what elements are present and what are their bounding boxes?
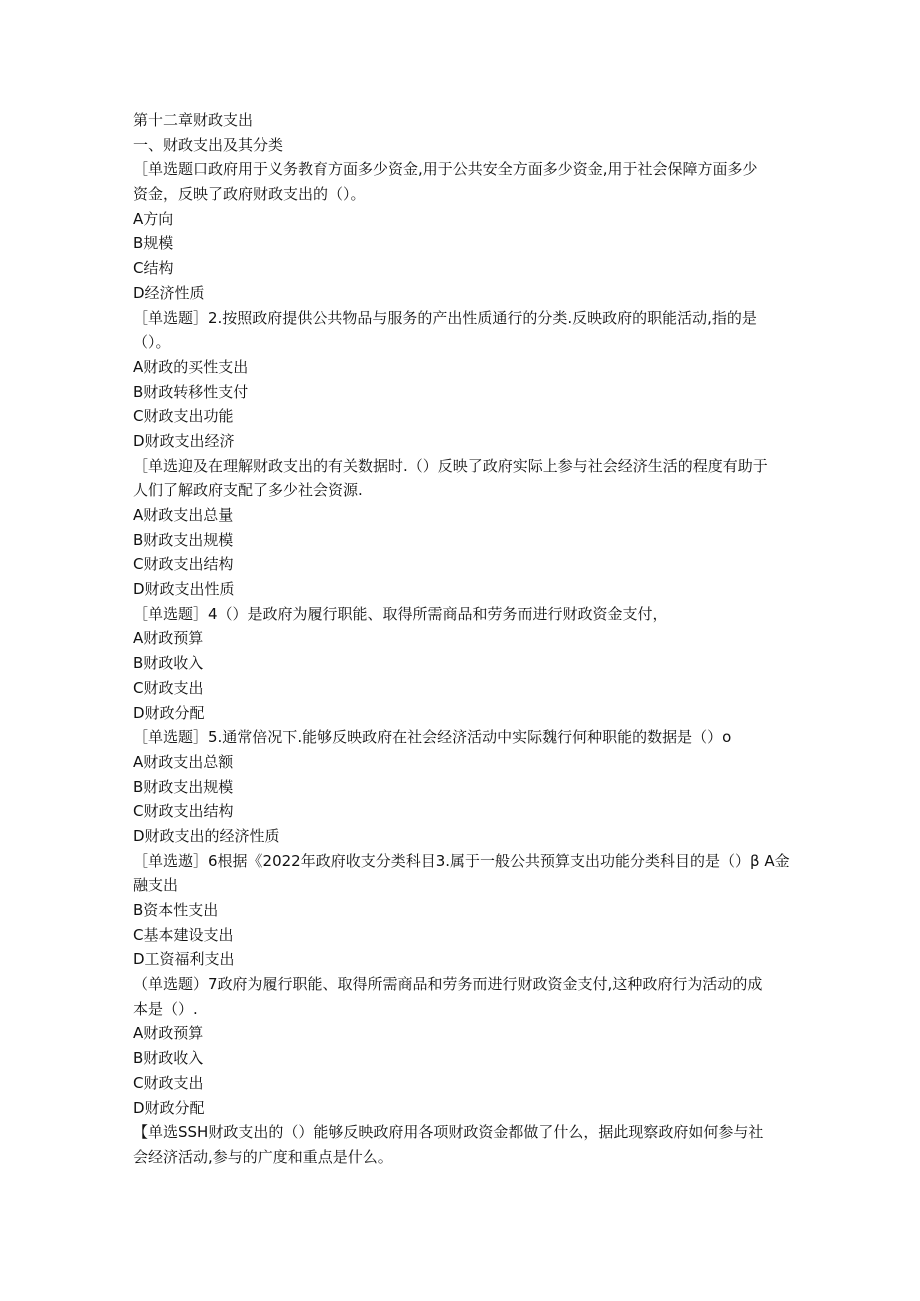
- question-4-option-b: B财政收入: [133, 654, 204, 673]
- question-4-option-d: D财政分配: [133, 703, 205, 722]
- question-8-text-cont: 会经济活动,参与的广度和重点是什么。: [133, 1147, 393, 1166]
- question-4-option-c: C财政支出: [133, 678, 204, 697]
- question-5-option-c: C财政支出结构: [133, 802, 234, 821]
- question-2-text-cont: （）。: [133, 333, 171, 352]
- question-5-option-a: A财政支出总额: [133, 752, 234, 771]
- question-3-option-b: B财政支出规模: [133, 530, 234, 549]
- chapter-title: 第十二章财政支出: [133, 111, 254, 129]
- question-4-text: ［单选题］4（）是政府为履行职能、取得所需商品和劳务而进行财政资金支付，: [133, 604, 668, 623]
- question-7-option-a: A财政预算: [133, 1024, 204, 1043]
- question-5-option-b: B财政支出规模: [133, 777, 234, 796]
- question-5-option-d: D财政支出的经济性质: [133, 826, 280, 845]
- question-2-option-d: D财政支出经济: [133, 431, 235, 450]
- question-6-option-c: C基本建设支出: [133, 925, 234, 944]
- question-1-text-cont: 资金，反映了政府财政支出的（）。: [133, 185, 366, 204]
- question-6-text-cont: 融支出: [133, 876, 179, 895]
- question-1-option-b: B规模: [133, 234, 174, 253]
- question-1-option-d: D经济性质: [133, 283, 205, 302]
- question-7-option-d: D财政分配: [133, 1098, 205, 1117]
- question-7-option-b: B财政收入: [133, 1049, 204, 1068]
- question-3-option-a: A财政支出总量: [133, 506, 234, 524]
- question-2-text: ［单选题］2.按照政府提供公共物品与服务的产出性质通行的分类.反映政府的职能活动,指的是: [133, 308, 757, 327]
- question-5-text: ［单选题］5.通常倍况下.能够反映政府在社会经济活动中实际魏行何种职能的数据是（）o: [133, 728, 732, 747]
- section-heading: 一、财政支出及其分类: [133, 135, 284, 154]
- question-7-text: （单选题）7政府为履行职能、取得所需商品和劳务而进行财政资金支付,这种政府行为活动的成: [133, 975, 763, 994]
- question-7-text-cont: 本是（）.: [133, 999, 198, 1018]
- question-1-option-c: C结构: [133, 259, 174, 278]
- question-3-option-c: C财政支出结构: [133, 555, 234, 574]
- question-1-text: ［单选题口政府用于义务教育方面多少资金,用于公共安全方面多少资金,用于社会保障方面多少: [133, 160, 758, 179]
- question-3-text: ［单选迎及在理解财政支出的有关数据时.（）反映了政府实际上参与社会经济生活的程度有助于: [133, 456, 768, 475]
- question-6-text: ［单选遨］6根据《2022年政府收支分类科目3.属于一般公共预算支出功能分类科目的是（）β A金: [133, 851, 790, 870]
- question-3-text-cont: 人们了解政府支配了多少社会资源.: [133, 481, 363, 500]
- question-2-option-c: C财政支出功能: [133, 407, 234, 426]
- question-7-option-c: C财政支出: [133, 1073, 204, 1092]
- question-6-option-b: B资本性支出: [133, 901, 219, 919]
- question-2-option-b: B财政转移性支付: [133, 382, 249, 401]
- document-body: [133, 108, 793, 1170]
- question-6-option-d: D工资福利支出: [133, 950, 235, 969]
- question-8-text: 【单选SSH财政支出的（）能够反映政府用各项财政资金都做了什么，据此现察政府如何参与社: [133, 1123, 764, 1142]
- question-2-option-a: A财政的买性支出: [133, 357, 249, 376]
- question-3-option-d: D财政支出性质: [133, 580, 235, 599]
- question-1-option-a: A方向: [133, 209, 174, 228]
- question-4-option-a: A财政预算: [133, 629, 204, 648]
